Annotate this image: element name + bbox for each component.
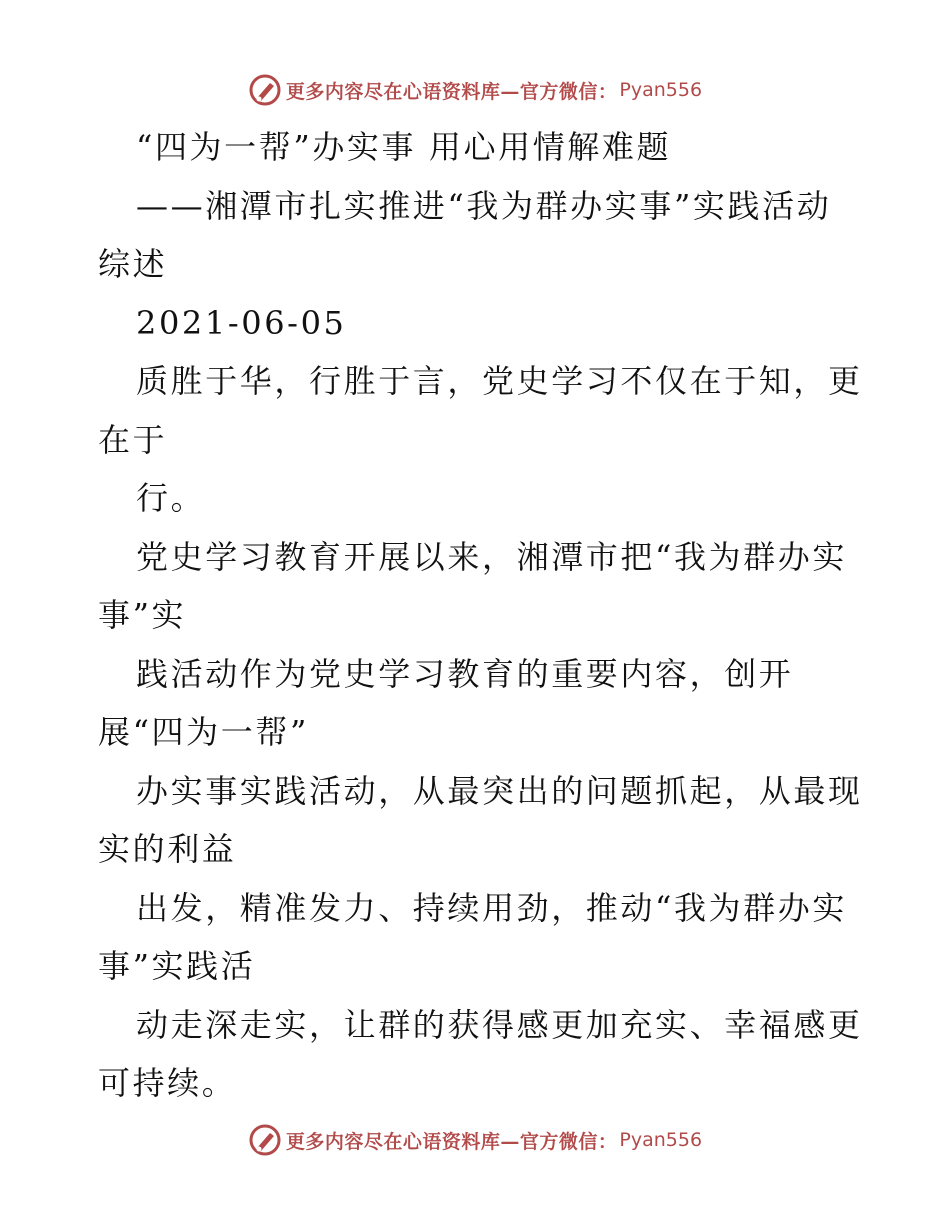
watermark-text: 更多内容尽在心语资料库—官方微信： [285,80,618,103]
document-body [98,118,863,1113]
pen-logo-icon [248,1123,282,1157]
doc-line: 可持续。 [98,1064,237,1102]
watermark-banner-top [0,70,950,110]
doc-title: “四为一帮”办实事 用心用情解难题 [136,128,672,166]
doc-line: 动走深走实，让群的获得感更加充实、幸福感更 [136,1005,863,1044]
doc-subtitle-cont: 综述 [98,245,168,283]
watermark-contact: Pyan556 [619,1129,703,1151]
doc-line: 质胜于华，行胜于言，党史学习不仅在于知，更 [136,362,863,400]
doc-subtitle: ——湘潭市扎实推进“我为群办实事”实践活动 [136,186,832,225]
doc-line: 展“四为一帮” [98,713,309,751]
doc-line: 行。 [136,479,206,517]
watermark-contact: Pyan556 [619,79,703,101]
doc-line: 事”实践活 [98,947,256,985]
doc-line: 践活动作为党史学习教育的重要内容，创开 [136,654,794,693]
doc-line: 出发，精准发力、持续用劲，推动“我为群办实 [136,888,847,927]
doc-date: 2021-06-05 [136,303,347,342]
doc-line: 在于 [98,420,168,459]
doc-line: 党史学习教育开展以来，湘潭市把“我为群办实 [136,537,847,576]
watermark-banner-bottom [0,1120,950,1160]
doc-line: 事”实 [98,596,187,634]
watermark-text: 更多内容尽在心语资料库—官方微信： [285,1130,618,1153]
doc-line: 办实事实践活动，从最突出的问题抓起，从最现 [136,771,863,810]
doc-line: 实的利益 [98,830,237,868]
pen-logo-icon [248,73,282,107]
